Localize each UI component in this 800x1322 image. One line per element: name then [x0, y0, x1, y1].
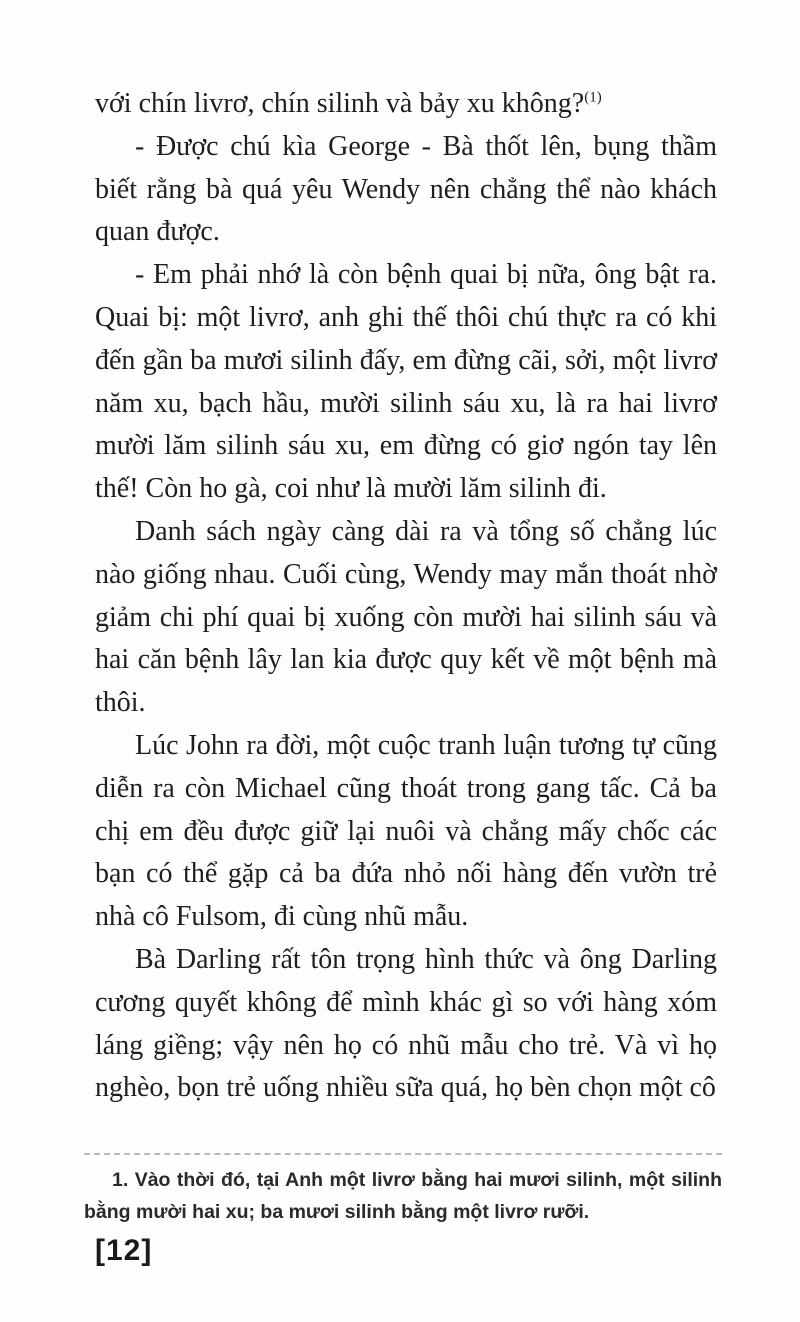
paragraph: Danh sách ngày càng dài ra và tổng số chẳng lúc nào giống nhau. Cuối cùng, Wendy may mắn thoát nhờ giảm chi phí quai bị xuống còn mười hai silinh sáu và hai căn bệnh lây lan kia được quy kết về một bệnh mà thôi. — [95, 515, 717, 719]
footnote: 1. Vào thời đó, tại Anh một livrơ bằng hai mươi silinh, một silinh bằng mười hai xu; ba mươi silinh bằng một livrơ rưỡi. — [84, 1153, 722, 1228]
paragraph: Lúc John ra đời, một cuộc tranh luận tương tự cũng diễn ra còn Michael cũng thoát trong gang tấc. Cả ba chị em đều được giữ lại nuôi và chẳng mấy chốc các bạn có thể gặp cả ba đứa nhỏ nối hàng đến vườn trẻ nhà cô Fulsom, đi cùng nhũ mẫu. — [95, 729, 717, 933]
paragraph: - Được chú kìa George - Bà thốt lên, bụng thầm biết rằng bà quá yêu Wendy nên chẳng thể nào khách quan được. — [95, 130, 717, 248]
paragraph: Bà Darling rất tôn trọng hình thức và ông Darling cương quyết không để mình khác gì so với hàng xóm láng giềng; vậy nên họ có nhũ mẫu cho trẻ. Và vì họ nghèo, bọn trẻ uống nhiều sữa quá, họ bèn chọn một cô — [95, 943, 717, 1104]
body-text-block — [95, 83, 717, 1110]
footnote-ref: (1) — [584, 89, 602, 106]
paragraph — [95, 83, 717, 126]
paragraph: - Em phải nhớ là còn bệnh quai bị nữa, ông bật ra. Quai bị: một livrơ, anh ghi thế thôi chú thực ra có khi đến gần ba mươi silinh đấy, em đừng cãi, sởi, một livrơ năm xu, bạch hầu, mười silinh sáu xu, là ra hai livrơ mười lăm silinh sáu xu, em đừng có giơ ngón tay lên thế! Còn ho gà, coi như là mười lăm silinh đi. — [95, 259, 717, 505]
page-number: [12] — [95, 1234, 153, 1267]
paragraph-text: với chín livrơ, chín silinh và bảy xu không? — [95, 88, 585, 119]
